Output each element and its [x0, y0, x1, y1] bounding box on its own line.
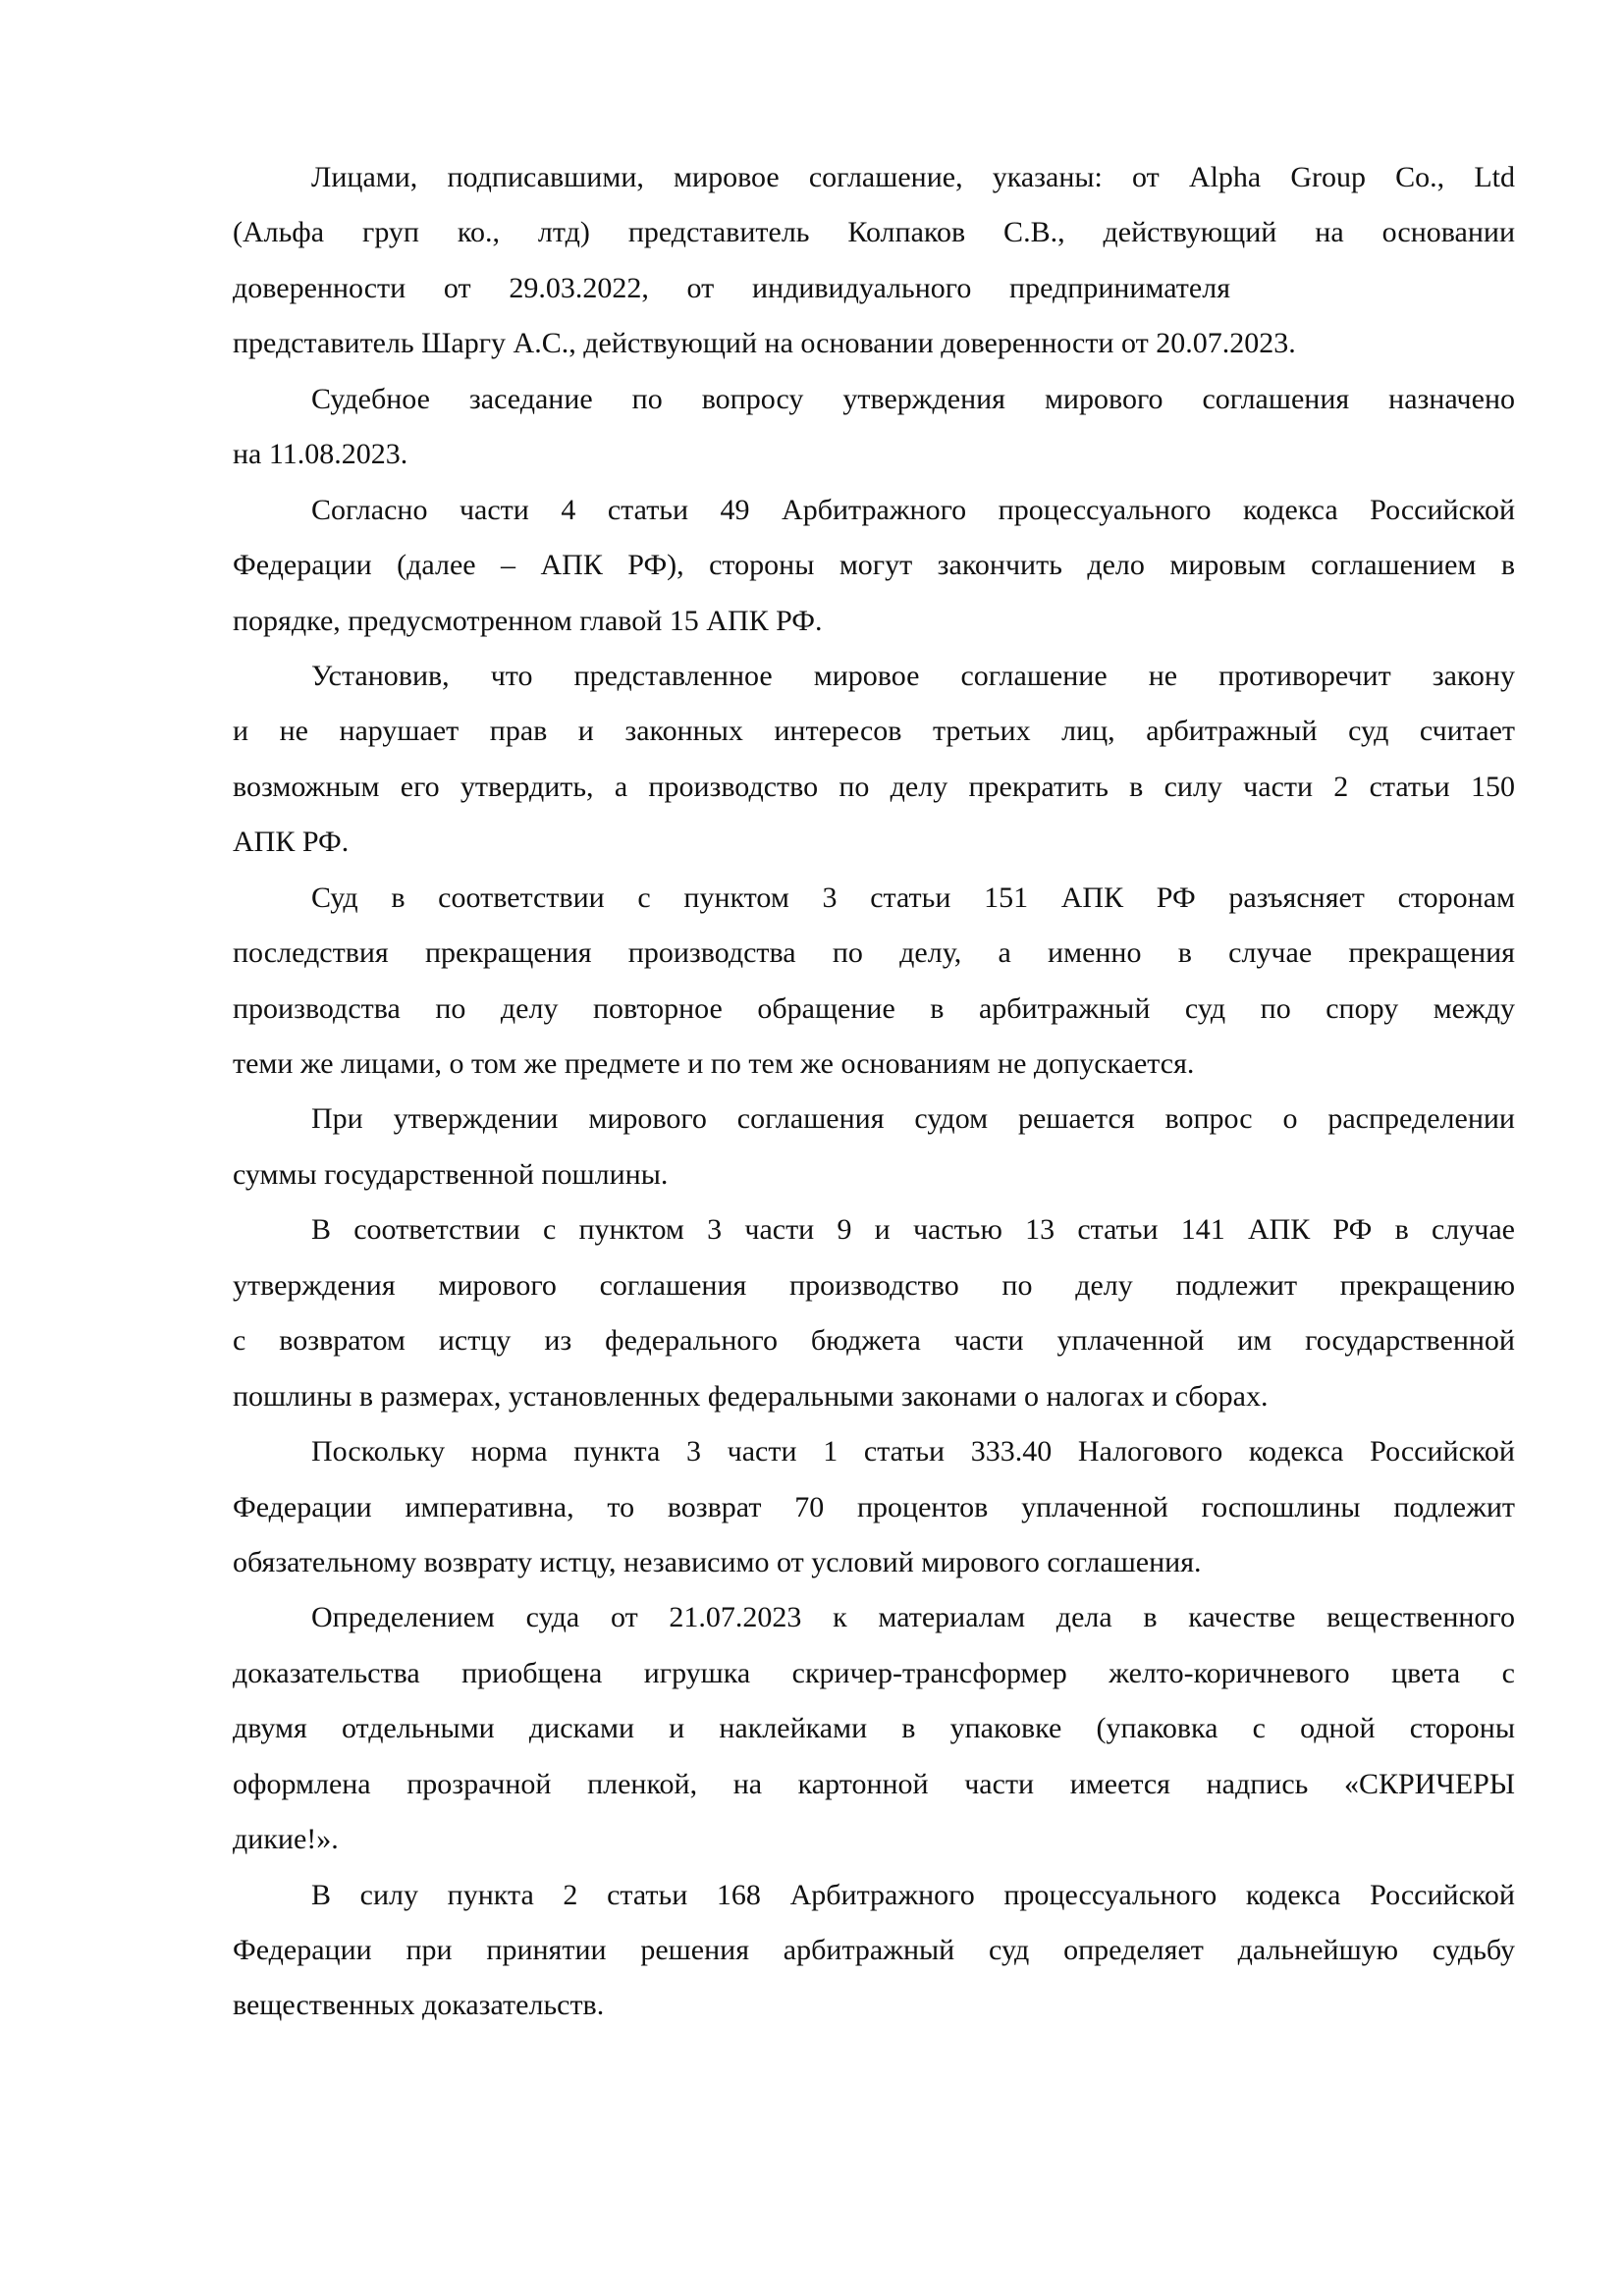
paragraph — [233, 150, 1515, 372]
text-line: двумя отдельными дисками и наклейками в упаковке (упаковка с одной стороны — [233, 1712, 1515, 1745]
text-line: Лицами, подписавшими, мировое соглашение, указаны: от Alpha Group Co., Ltd — [311, 161, 1515, 193]
text-line: Согласно части 4 статьи 49 Арбитражного процессуального кодекса Российской — [311, 493, 1515, 526]
text-line: последствия прекращения производства по делу, а именно в случае прекращения — [233, 936, 1515, 970]
text-line: Федерации (далее – АПК РФ), стороны могут закончить дело мировым соглашением в — [233, 549, 1515, 582]
text-line: Поскольку норма пункта 3 части 1 статьи 333.40 Налогового кодекса Российской — [311, 1435, 1515, 1468]
paragraph — [233, 483, 1515, 649]
document-body — [233, 150, 1515, 2034]
text-line: В силу пункта 2 статьи 168 Арбитражного процессуального кодекса Российской — [311, 1878, 1515, 1911]
text-line: дикие!». — [233, 1823, 339, 1856]
paragraph — [233, 1590, 1515, 1867]
text-line: Федерации при принятии решения арбитражный суд определяет дальнейшую судьбу — [233, 1934, 1515, 1966]
paragraph — [233, 372, 1515, 483]
text-line: с возвратом истцу из федерального бюджета части уплаченной им государственной — [233, 1324, 1515, 1358]
text-line: обязательному возврату истцу, независимо от условий мирового соглашения. — [233, 1545, 1202, 1578]
paragraph — [233, 1424, 1515, 1590]
text-line: В соответствии с пунктом 3 части 9 и частью 13 статьи 141 АПК РФ в случае — [311, 1213, 1515, 1247]
text-line: Определением суда от 21.07.2023 к материалам дела в качестве вещественного — [311, 1601, 1515, 1634]
text-line: и не нарушает прав и законных интересов третьих лиц, арбитражный суд считает — [233, 715, 1515, 748]
paragraph — [233, 1202, 1515, 1424]
text-line: вещественных доказательств. — [233, 1989, 605, 2022]
text-line: Судебное заседание по вопросу утверждения мирового соглашения назначено — [311, 382, 1515, 415]
text-line: на 11.08.2023. — [233, 438, 408, 471]
text-line: возможным его утвердить, а производство по делу прекратить в силу части 2 статьи 150 — [233, 770, 1515, 803]
text-line: Суд в соответствии с пунктом 3 статьи 151 АПК РФ разъясняет сторонам — [311, 881, 1515, 914]
paragraph — [233, 871, 1515, 1093]
text-line: доказательства приобщена игрушка скричер-трансформер желто-коричневого цвета с — [233, 1656, 1515, 1689]
text-line: порядке, предусмотренном главой 15 АПК РФ. — [233, 604, 823, 637]
text-line: оформлена прозрачной пленкой, на картонной части имеется надпись «СКРИЧЕРЫ — [233, 1767, 1515, 1800]
text-line: При утверждении мирового соглашения судом решается вопрос о распределении — [311, 1102, 1515, 1136]
text-line: пошлины в размерах, установленных федеральными законами о налогах и сборах. — [233, 1379, 1269, 1413]
text-line: утверждения мирового соглашения производство по делу подлежит прекращению — [233, 1268, 1515, 1302]
text-line: теми же лицами, о том же предмете и по тем же основаниям не допускается. — [233, 1047, 1195, 1080]
paragraph — [233, 1868, 1515, 2034]
paragraph — [233, 649, 1515, 871]
text-line: суммы государственной пошлины. — [233, 1157, 669, 1191]
text-line: (Альфа груп ко., лтд) представитель Колпаков С.В., действующий на основании — [233, 216, 1515, 249]
text-line: производства по делу повторное обращение в арбитражный суд по спору между — [233, 991, 1515, 1025]
paragraph — [233, 1092, 1515, 1202]
text-line: АПК РФ. — [233, 826, 350, 859]
text-line: Федерации императивна, то возврат 70 процентов уплаченной госпошлины подлежит — [233, 1490, 1515, 1523]
text-line: представитель Шаргу А.С., действующий на основании доверенности от 20.07.2023. — [233, 327, 1296, 360]
text-line: доверенности от 29.03.2022, от индивидуального предпринимателя — [233, 271, 1230, 304]
text-line: Установив, что представленное мировое соглашение не противоречит закону — [311, 659, 1515, 692]
